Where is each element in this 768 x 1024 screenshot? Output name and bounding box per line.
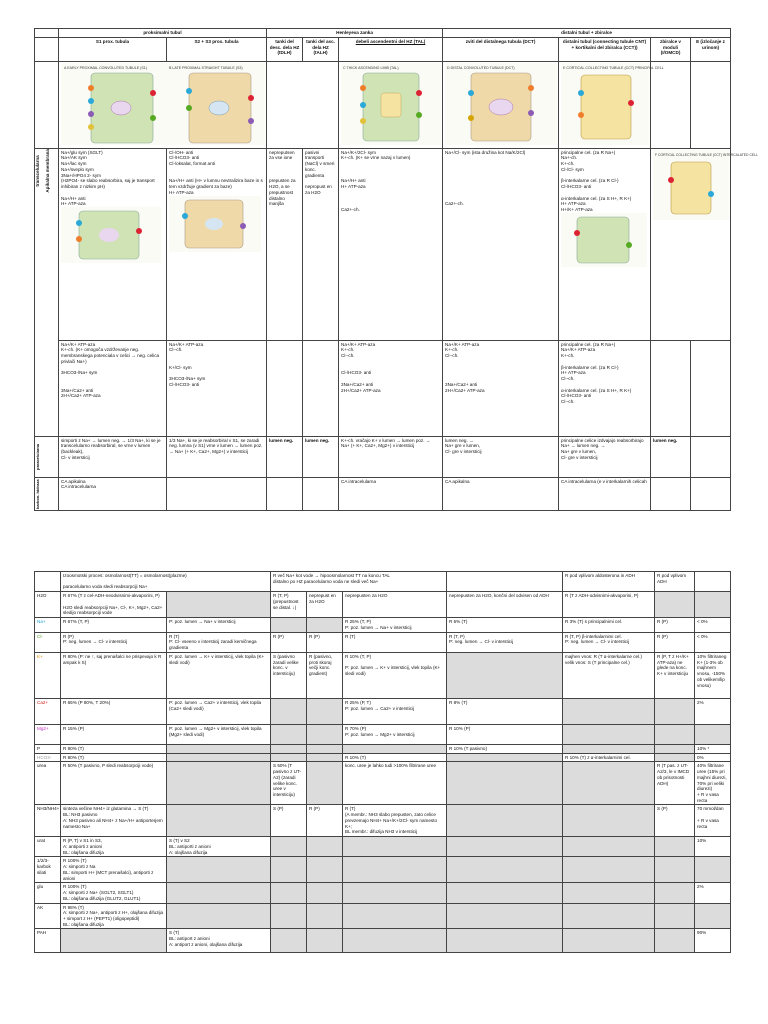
tal-diagram	[341, 63, 441, 145]
row-name: 1/2/3-karbok silati	[35, 857, 61, 883]
table-cell: R 10% (T pasivno)	[447, 744, 563, 753]
table-cell: R (pasivno, proti skoraj večji konc. gradient)	[307, 652, 343, 698]
baso-dct: Na+/K+ ATP-aza K+-ch. Cl--ch. 3Na+/Ca2+ anti 2H+/Ca2+ ATP-aza	[443, 340, 559, 436]
table-cell: < 0%	[695, 618, 731, 632]
table-row	[35, 592, 731, 618]
table-cell: R 100% (T) A: simporti z Na BL: simporti H+ (MCT prenašalci), antiporti z anioni	[61, 857, 167, 883]
table-cell: P: poz. lumen → Ca2+ v intersticij, vlek topila (Ca2+ sledi vodi)	[167, 698, 271, 724]
row-name: NH3/NH4+	[35, 805, 61, 837]
table-cell: < 0%	[695, 632, 731, 652]
table-cell	[563, 837, 655, 857]
table-cell: neprepusten za H2O, končni del odvisen od ADH	[447, 592, 563, 618]
reabsorption-rows	[35, 592, 731, 953]
header-distalni: distalni tubul + zbiralce	[443, 29, 731, 38]
row-name: PAH	[35, 929, 61, 953]
table-cell: 0%	[695, 753, 731, 762]
baso-cnt: principalne cel. (za R Na+) Na+/K+ ATP-aza K+-ch. β-interkalarne cel. (za R Cl-) H+ ATP-aza Cl--ch. α-interkalarne cel. (za S H+, R K+) Cl-/HCO3- anti Cl--ch.	[559, 340, 651, 436]
para-s1: simporti z Na+ → lumen neg. → 1/3 Na+, ki se je transcelularno reabsorbiral, se vrne v lumen (backleak), Cl- v intersticij	[59, 436, 167, 477]
table-cell	[307, 929, 343, 953]
row-name: Na+	[35, 618, 61, 632]
table-cell: R (T)	[343, 632, 447, 652]
table-cell	[695, 592, 731, 618]
table-cell: R 98% (T) A: simporti z Na+, antiporti z H+, olajšana difuzija + simport z H+ (PEPT1) (oligopeptidi) BL: olajšana difuzija	[61, 903, 167, 929]
table-cell	[563, 724, 655, 744]
reabsorption-table	[34, 571, 731, 953]
table-row	[35, 698, 731, 724]
figure-row-proximal	[59, 62, 267, 149]
table-cell: R 80% (P: ne ↑, saj prenašalci ne prispevajo k R ampak k S)	[61, 652, 167, 698]
table-cell	[655, 903, 695, 929]
table-cell: R 5% (T)	[447, 618, 563, 632]
table-cell: R 67% (T z cel-ADH-neodvisnimi-akvaporini, P) H2O sledi reabsorpciji Na+, Cl-, K+, Mg2+, Ca2+ sledijo reabsorpciji vode	[61, 592, 167, 618]
figure-cell-tal	[339, 62, 443, 149]
table-cell	[307, 724, 343, 744]
para-dct: lumen neg. → Na+ gre v lumen, Cl- gre v intersticij	[443, 436, 559, 477]
table-cell: R (P, T) v S1 in S3, A: antiporti z anioni BL: olajšana difuzija	[61, 837, 167, 857]
table-cell	[167, 903, 271, 929]
table-row	[35, 744, 731, 753]
header-e: E (izločanje z urinom)	[691, 38, 731, 62]
table-cell	[307, 618, 343, 632]
table-cell: neprepusten za H2O	[343, 592, 447, 618]
table-row	[35, 929, 731, 953]
row-name: AK	[35, 903, 61, 929]
table-cell	[655, 857, 695, 883]
row-name: glu	[35, 883, 61, 903]
fig-label-c: C THICK ASCENDING LIMB (TAL)	[343, 66, 399, 70]
table-cell: R 25% (T, P) P: poz. lumen → Na+ v intersticij	[343, 618, 447, 632]
table-cell	[695, 724, 731, 744]
table-cell	[655, 724, 695, 744]
table-cell	[563, 883, 655, 903]
figure-cell-cnt	[559, 62, 664, 149]
table-cell: S (P)	[271, 805, 307, 837]
row-name: K+	[35, 652, 61, 698]
table-cell	[563, 857, 655, 883]
table-cell	[307, 883, 343, 903]
table-cell: S (T) v S2 BL: antiporti z anioni A: olajšana difuzija	[167, 837, 271, 857]
para-omcd: lumen neg.	[651, 436, 691, 477]
table-cell: R 65% (P 80%, T 20%)	[61, 698, 167, 724]
fig-label-a: A EARLY PROXIMAL CONVOLUTED TUBULE (S1)	[64, 66, 147, 70]
row-label-karbon: karbon. hidraza	[35, 477, 59, 510]
row-name: urea	[35, 762, 61, 805]
table-cell	[655, 929, 695, 953]
intro-prox: Izoosmotski proces: osmolarnost(TT) = osmolarnost(plazme) paracelularno voda sledi reabsorpciji Na+	[61, 572, 271, 592]
header-henle: Henleyeva zanka	[267, 29, 443, 38]
header-s2s3: S2 + S3 prox. tubula	[167, 38, 267, 62]
table-cell	[655, 698, 695, 724]
para-s2s3: 1/3 Na+, ki se je reabsorbiral v S1, se zaradi neg. lumna (v S1) vrne v lumen → lumen poz. → Na+ (+ K+, Ca2+, Mg2+) v intersticij	[167, 436, 267, 477]
table-row	[35, 837, 731, 857]
row-label-paracelularna: paracelularna	[35, 436, 59, 477]
table-cell	[447, 929, 563, 953]
table-cell	[447, 883, 563, 903]
table-cell: R (P)	[307, 632, 343, 652]
table-cell: R (P)	[655, 632, 695, 652]
table-row	[35, 618, 731, 632]
table-cell: konc. uree je lahko tudi >100% filtrirane uree	[343, 762, 447, 805]
row-name: P	[35, 744, 61, 753]
table-cell	[447, 762, 563, 805]
row-label-transcelularna: transcelularna Apikalna membrana	[35, 148, 59, 436]
table-cell: R 10% (T)	[343, 753, 447, 762]
table-cell	[307, 753, 343, 762]
table-cell: 2%	[695, 698, 731, 724]
intercalated-cell-diagram	[561, 213, 647, 267]
table-cell	[271, 883, 307, 903]
table-cell	[271, 753, 307, 762]
apical-dct: Na+/Cl- sym (ista družina kot Na/K/2Cl) Ca2+-ch.	[443, 148, 559, 340]
table-cell	[563, 744, 655, 753]
row-name: Ca2+	[35, 698, 61, 724]
table-row	[35, 652, 731, 698]
table-cell	[655, 883, 695, 903]
figure-row-thin	[267, 62, 339, 149]
baso-s2s3: Na+/K+ ATP-aza Cl--ch. K+/Cl- sym 3HCO3-/Na+ sym Cl-/HCO3- anti	[167, 340, 267, 436]
table-cell	[307, 837, 343, 857]
row-name: Mg2+	[35, 724, 61, 744]
table-cell	[343, 744, 447, 753]
para-tal: K+-ch. vračajo K+ v lumen → lumen poz. → Na+ (+ K+, Ca2+, Mg2+) v intersticij	[339, 436, 443, 477]
table-cell: S (T) BL: antiport z anioni A: antiport z anioni, olajšana difuzija	[167, 929, 271, 953]
fig-label-d: D DISTAL CONVOLUTED TUBULE (DCT)	[447, 66, 515, 70]
table-cell: R 10% (T, P) P: poz. lumen → K+ v intersticij, vlek topila (K+ sledi vodi)	[343, 652, 447, 698]
intro-henle: R več Na+ kot vode → hipoosmolarnost TT na koncu TAL distalno po HZ paracelularno voda ne sledi več Na+	[271, 572, 447, 592]
header-tal-thin: tanki del asc. dela HZ (tALH)	[303, 38, 339, 62]
table-cell	[447, 652, 563, 698]
s3-cell-diagram	[169, 196, 261, 252]
table-cell	[447, 805, 563, 837]
table-cell: majhen vnos: R (T α-interkalarne cel.) velik vnos: S (T principalne cel.)	[563, 652, 655, 698]
para-cnt: principalne celice izdvajajo reabsorbirajo Na+ → lumen neg. → Na+ gre v lumen, Cl- gre v intersticij	[559, 436, 651, 477]
table-cell	[271, 857, 307, 883]
table-cell	[655, 592, 695, 618]
table-cell	[271, 837, 307, 857]
apical-s1: Na+/glu sym (SGLT) Na+/AK sym Na+/lac sym Na+/sveplo sym 3Na+/HPO4 2- sym (H2PO4- se slabo reabsorbira, saj je transport inhibiran z nizkim pH) Na+/H+ anti H+ ATP-aza	[59, 148, 167, 340]
table-row	[35, 753, 731, 762]
table-cell	[343, 857, 447, 883]
ca-s1: CA apikalna CA intracelularna	[59, 477, 167, 510]
table-cell	[307, 903, 343, 929]
table-cell	[447, 753, 563, 762]
table-cell	[61, 929, 167, 953]
table-cell	[563, 903, 655, 929]
table-cell	[695, 857, 731, 883]
table-cell	[447, 903, 563, 929]
table-cell: R 15% (P)	[61, 724, 167, 744]
table-cell: R 10% (P)	[447, 724, 563, 744]
principal-cell-diagram	[561, 63, 664, 145]
table-cell: R (T z ADH-odvisnimi-akvaporini, P)	[563, 592, 655, 618]
header-dct: zviti del distalnega tubula (DCT)	[443, 38, 559, 62]
table-row	[35, 632, 731, 652]
table-cell: R (P)	[655, 618, 695, 632]
table-cell	[167, 857, 271, 883]
table-cell	[271, 618, 307, 632]
header-s1: S1 prox. tubula	[59, 38, 167, 62]
para-tal-thin: lumen neg.	[303, 436, 339, 477]
table-cell: R (T) (A membr.: NH3 slabo prepusten, zato celice prevzemajo NH4+ Na+/K+/2Cl- sym namesto K+; BL membr.: difuzija NH3 v intersticij	[343, 805, 447, 837]
figure-cell-dct	[443, 62, 559, 149]
table-cell	[447, 857, 563, 883]
apical-cnt: principalne cel. (za R Na+) Na+-ch. K+-ch. Cl-/Cl- sym β-interkalarne cel. (za R Cl-) Cl-/HCO3- anti α-interkalarne cel. (za S H+, R K+) H+ ATP-aza H+/K+ ATP-aza	[559, 148, 651, 340]
table-cell: S (P)	[655, 805, 695, 837]
baso-s1: Na+/K+ ATP-aza K+-ch. (K+ omogoča vzdrževanje neg. membranskega potenciala v celici → neg. celica privlači Na+) 3HCO3-/Na+ sym 3Na+/Ca2+ anti 2H+/Ca2+ ATP-aza	[59, 340, 167, 436]
table-row	[35, 805, 731, 837]
fig-label-e: E CORTICAL COLLECTING TUBULE (CCT) PRINCIPAL CELL	[563, 66, 664, 70]
apical-tal-thin: pasivni transporti (NaCl) v smeri konc. gradienta nepropust en za H2O	[303, 148, 339, 340]
ca-dct: CA apikalna	[443, 477, 559, 510]
table-cell	[271, 903, 307, 929]
table-cell: R (P) P: neg. lumen → Cl- v intersticij	[61, 632, 167, 652]
table-cell	[167, 883, 271, 903]
table-cell: R (T) P: Cl- vseeno v intersticij zaradi kemičnega gradienta	[167, 632, 271, 652]
table-cell	[655, 744, 695, 753]
table-cell	[343, 929, 447, 953]
table-cell: 2%	[695, 883, 731, 903]
table-cell	[563, 762, 655, 805]
table-cell: 40% filtrirane uree (15% pri majhni diurezi, 70% pri veliki diurezi) + R v vasa recta	[695, 762, 731, 805]
table-cell: P: poz. lumen → K+ v intersticij, vlek topila (K+ sledi vodi)	[167, 652, 271, 698]
table-cell: 10% *	[695, 744, 731, 753]
row-name: urat	[35, 837, 61, 857]
table-cell	[655, 837, 695, 857]
apical-tal: Na+/K+/2Cl- sym K+-ch. (K+ se vrne nazaj v lumen) Na+/H+ anti H+ ATP-aza Ca2+-ch.	[339, 148, 443, 340]
table-cell: R 100% (T) A: simporti z Na+ (SGLT2, SGLT1) BL: olajšana difuzija (GLUT2, GLUT1)	[61, 883, 167, 903]
baso-tal: Na+/K+ ATP-aza K+-ch. Cl--ch. Cl-/HCO3- anti 3Na+/Ca2+ anti 2H+/Ca2+ ATP-aza	[339, 340, 443, 436]
table-cell	[271, 724, 307, 744]
table-cell	[167, 805, 271, 837]
row-name: HCO3-	[35, 753, 61, 762]
row-name: Cl-	[35, 632, 61, 652]
table-cell	[563, 929, 655, 953]
table-cell	[343, 837, 447, 857]
apical-tdl: nepreputsen za vse ione prepusten za H2O, a se prepustnost distalno manjša	[267, 148, 303, 340]
header-omcd: zbiralce v moduli (I/OMCD)	[651, 38, 691, 62]
table-cell: 70 mmol/dan + R v vasa recta	[695, 805, 731, 837]
table-cell: R 70% (P) P: poz. lumen → Mg2+ v intersticij	[343, 724, 447, 744]
ca-tal: CA intracelularna	[339, 477, 443, 510]
table-cell	[271, 929, 307, 953]
table-cell	[343, 883, 447, 903]
table-cell	[695, 903, 731, 929]
table-cell: 90%	[695, 929, 731, 953]
table-cell: 10%	[695, 837, 731, 857]
table-cell: R (P)	[307, 805, 343, 837]
table-cell: 10% filtriraneg K+ (1-3% ob majhnem vnosu, -150% ob velikem/lip vnosu)	[695, 652, 731, 698]
table-cell: R (T, P) (prepustnost se distal. ↓)	[271, 592, 307, 618]
table-cell: R 67% (T, P)	[61, 618, 167, 632]
header-tal: debeli ascendentni del HZ (TAL)	[339, 38, 443, 62]
table-cell	[271, 744, 307, 753]
table-cell	[307, 698, 343, 724]
table-cell: S 50% (T pasivno z UT-A2) (zaradi velike konc. uree v intersticiju)	[271, 762, 307, 805]
table-cell	[563, 805, 655, 837]
table-cell: R (T, P) P: neg. lumen → Cl- v intersticij	[447, 632, 563, 652]
table-cell: R 10% (T) z α-interkalarnimi cel.	[563, 753, 655, 762]
table-cell	[167, 592, 271, 618]
ca-cnt: CA intracelularna (e v interkalarnih celicah	[559, 477, 651, 510]
table-cell	[307, 762, 343, 805]
row-name: H2O	[35, 592, 61, 618]
table-cell	[307, 857, 343, 883]
table-row	[35, 724, 731, 744]
table-cell: R (P)	[271, 632, 307, 652]
table-cell	[343, 903, 447, 929]
table-row	[35, 857, 731, 883]
intercalated-cct-diagram	[653, 150, 758, 220]
fig-label-f: F CORTICAL COLLECTING TUBULE (CCT) INTERCALATED CELL	[655, 152, 758, 157]
table-row	[35, 883, 731, 903]
table-cell: R 3% (T) s principalnimi cel.	[563, 618, 655, 632]
table-cell	[167, 762, 271, 805]
para-tdl: lumen neg.	[267, 436, 303, 477]
dct-diagram	[445, 63, 557, 145]
table-cell: R 80% (T)	[61, 744, 167, 753]
table-cell: R (P, T z H+/K+ ATP-aza) ne glede na konc. K+ v intersticiju	[655, 652, 695, 698]
proximal-tubule-diagram	[61, 63, 265, 145]
table-cell	[655, 753, 695, 762]
intro-omcd: R pod vplivom ADH	[655, 572, 695, 592]
table-cell	[167, 744, 271, 753]
transport-table	[34, 28, 758, 511]
table-cell: R 50% (T pasivno, P sledi reabsorpciji vode)	[61, 762, 167, 805]
corner-cell	[35, 29, 59, 38]
s1-cell-diagram	[61, 207, 161, 263]
table-cell	[167, 753, 271, 762]
table-cell: S (pasivno zaradi velike konc. v intersticiju)	[271, 652, 307, 698]
table-cell: R 8% (T)	[447, 698, 563, 724]
header-tdl: tanki del desc. dela HZ (tDLH)	[267, 38, 303, 62]
table-cell	[307, 744, 343, 753]
table-row	[35, 762, 731, 805]
table-cell: R 25% (P, T) P: poz. lumen → Ca2+ v intersticij	[343, 698, 447, 724]
table-cell: R (T pas. z UT-A2/3, le v IMCD ob prisotnosti ADH)	[655, 762, 695, 805]
figure-cell-f	[651, 148, 758, 340]
table-row	[35, 903, 731, 929]
table-cell	[447, 837, 563, 857]
table-cell: P: poz. lumen → Mg2+ v intersticij, vlek topila (Mg2+ sledi vodi)	[167, 724, 271, 744]
table-cell: R (T, P) β-interkalarnimi cel. P: neg. lumen → Cl- v intersticij	[563, 632, 655, 652]
apical-s2s3: Cl-/OH- anti Cl-/HCO3- anti Cl-/oksalat, format anti Na+/H+ anti (H+ v lumnu nevtralizira baze in s tem vzdržuje gradient za baze) H+ ATP-aza	[167, 148, 267, 340]
fig-label-b: B LATE PROXIMAL STRAIGHT TUBULE (S3)	[169, 66, 243, 70]
table-cell	[271, 698, 307, 724]
intro-cnt: R pod vplivom aldosterona in ADH	[563, 572, 655, 592]
table-cell: R 80% (T)	[61, 753, 167, 762]
table-cell	[563, 698, 655, 724]
table-cell: neprepust en za H2O	[307, 592, 343, 618]
header-cnt: distalni tubul (connecting tubule CNT) + kortikalni del zbiralca (CCT))	[559, 38, 651, 62]
header-proksimalni: proksimalni tubul	[59, 29, 267, 38]
table-cell: sinteza večine NH4+ iz glutamina → S (T) BL: NH3 pasivno A: NH3 pasivno ali NH4+ z Na+/H+ antiporterjem namesto Na+	[61, 805, 167, 837]
table-cell: P: poz. lumen → Na+ v intersticij	[167, 618, 271, 632]
